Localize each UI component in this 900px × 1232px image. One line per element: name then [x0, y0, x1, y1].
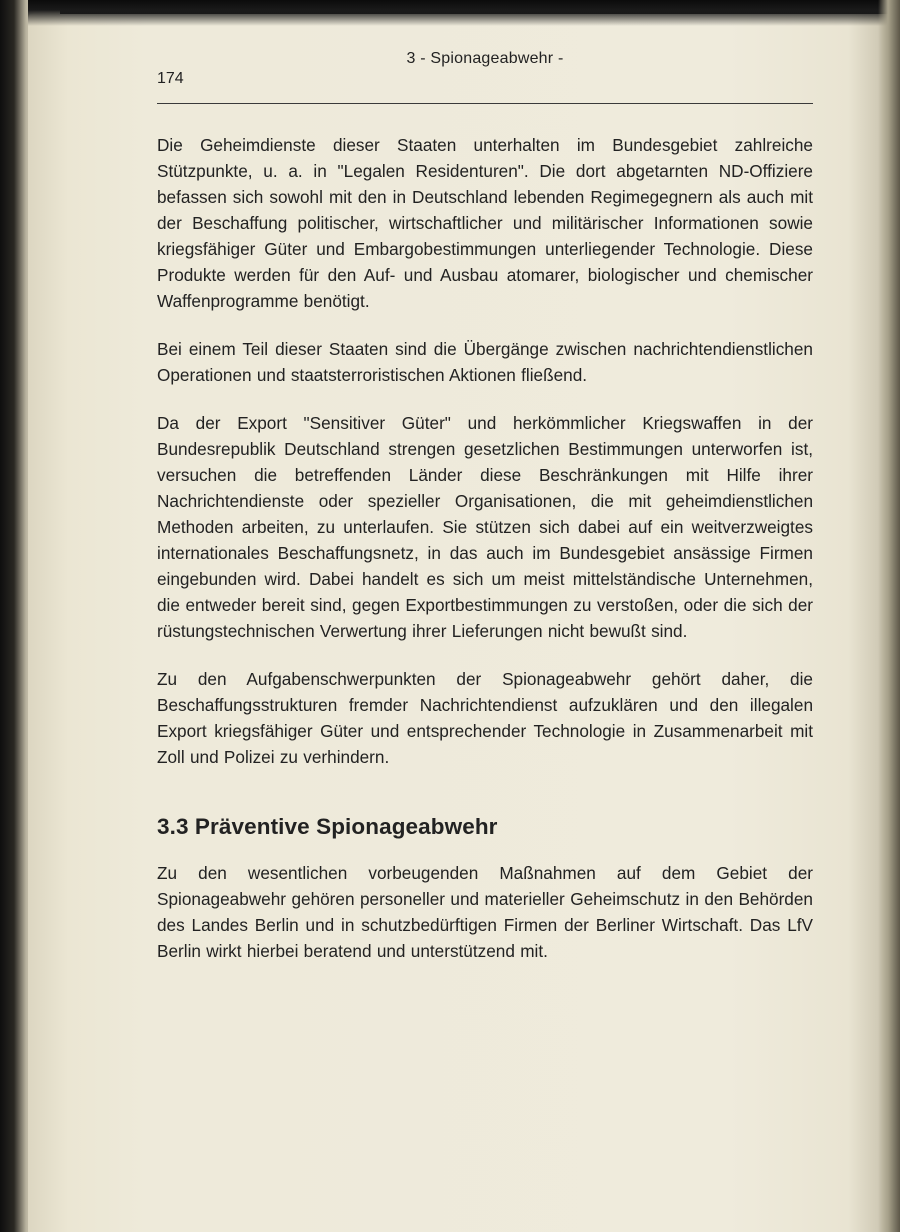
page-right-edge: [878, 0, 900, 1232]
paragraph-4: Zu den Aufgabenschwerpunkten der Spionageabwehr gehört daher, die Beschaffungsstrukturen fremder Nachrichtendienst aufzuklären und den illegalen Export kriegsfähiger Güter und entsprechender Technologie in Zusammenarbeit mit Zoll und Polizei zu verhindern.: [157, 669, 813, 767]
paragraph-1: Die Geheimdienste dieser Staaten unterhalten im Bundesgebiet zahlreiche Stützpunkte, u. a. in "Legalen Residenturen". Die dort abgetarnten ND-Offiziere befassen sich sowohl mit den in Deutschland lebenden Regimegegnern als auch mit der Beschaffung politischer, wirtschaftlicher und militärischer Informationen sowie kriegsfähiger Güter und Embargobestimmungen unterliegender Technologie. Diese Produkte werden für den Auf- und Ausbau atomarer, biologischer und chemischer Waffenprogramme benötigt.: [157, 135, 813, 311]
running-head: [157, 40, 813, 110]
paragraph-2: Bei einem Teil dieser Staaten sind die Übergänge zwischen nachrichtendienstlichen Operationen und staatsterroristischen Aktionen fließend.: [157, 339, 813, 385]
section-heading: 3.3 Präventive Spionageabwehr: [157, 814, 498, 839]
page-top-shadow: [28, 0, 900, 26]
running-title: 3 - Spionageabwehr -: [406, 50, 564, 67]
paragraph-3: Da der Export "Sensitiver Güter" und herkömmlicher Kriegswaffen in der Bundesrepublik Deutschland strengen gesetzlichen Bestimmungen unterworfen ist, versuchen die betreffenden Länder diese Beschränkungen mit Hilfe ihrer Nachrichtendienste oder spezieller Organisationen, die mit geheimdienstlichen Methoden arbeiten, zu unterlaufen. Sie stützen sich dabei auf ein weitverzweigtes internationales Beschaffungsnetz, in das auch im Bundesgebiet ansässige Firmen eingebunden wird. Dabei handelt es sich um meist mittelständische Unternehmen, die entweder bereit sind, gegen Exportbestimmungen zu verstoßen, oder die sich der rüstungstechnischen Verwertung ihrer Lieferungen nicht bewußt sind.: [157, 413, 813, 641]
section-paragraph: Zu den wesentlichen vorbeugenden Maßnahmen auf dem Gebiet der Spionageabwehr gehören personeller und materieller Geheimschutz in den Behörden des Landes Berlin und in schutzbedürftigen Firmen der Berliner Wirtschaft. Das LfV Berlin wirkt hierbei beratend und unterstützend mit.: [157, 863, 813, 961]
page-number: 174: [157, 70, 184, 87]
page-content: [157, 40, 813, 986]
header-rule: [157, 103, 813, 104]
